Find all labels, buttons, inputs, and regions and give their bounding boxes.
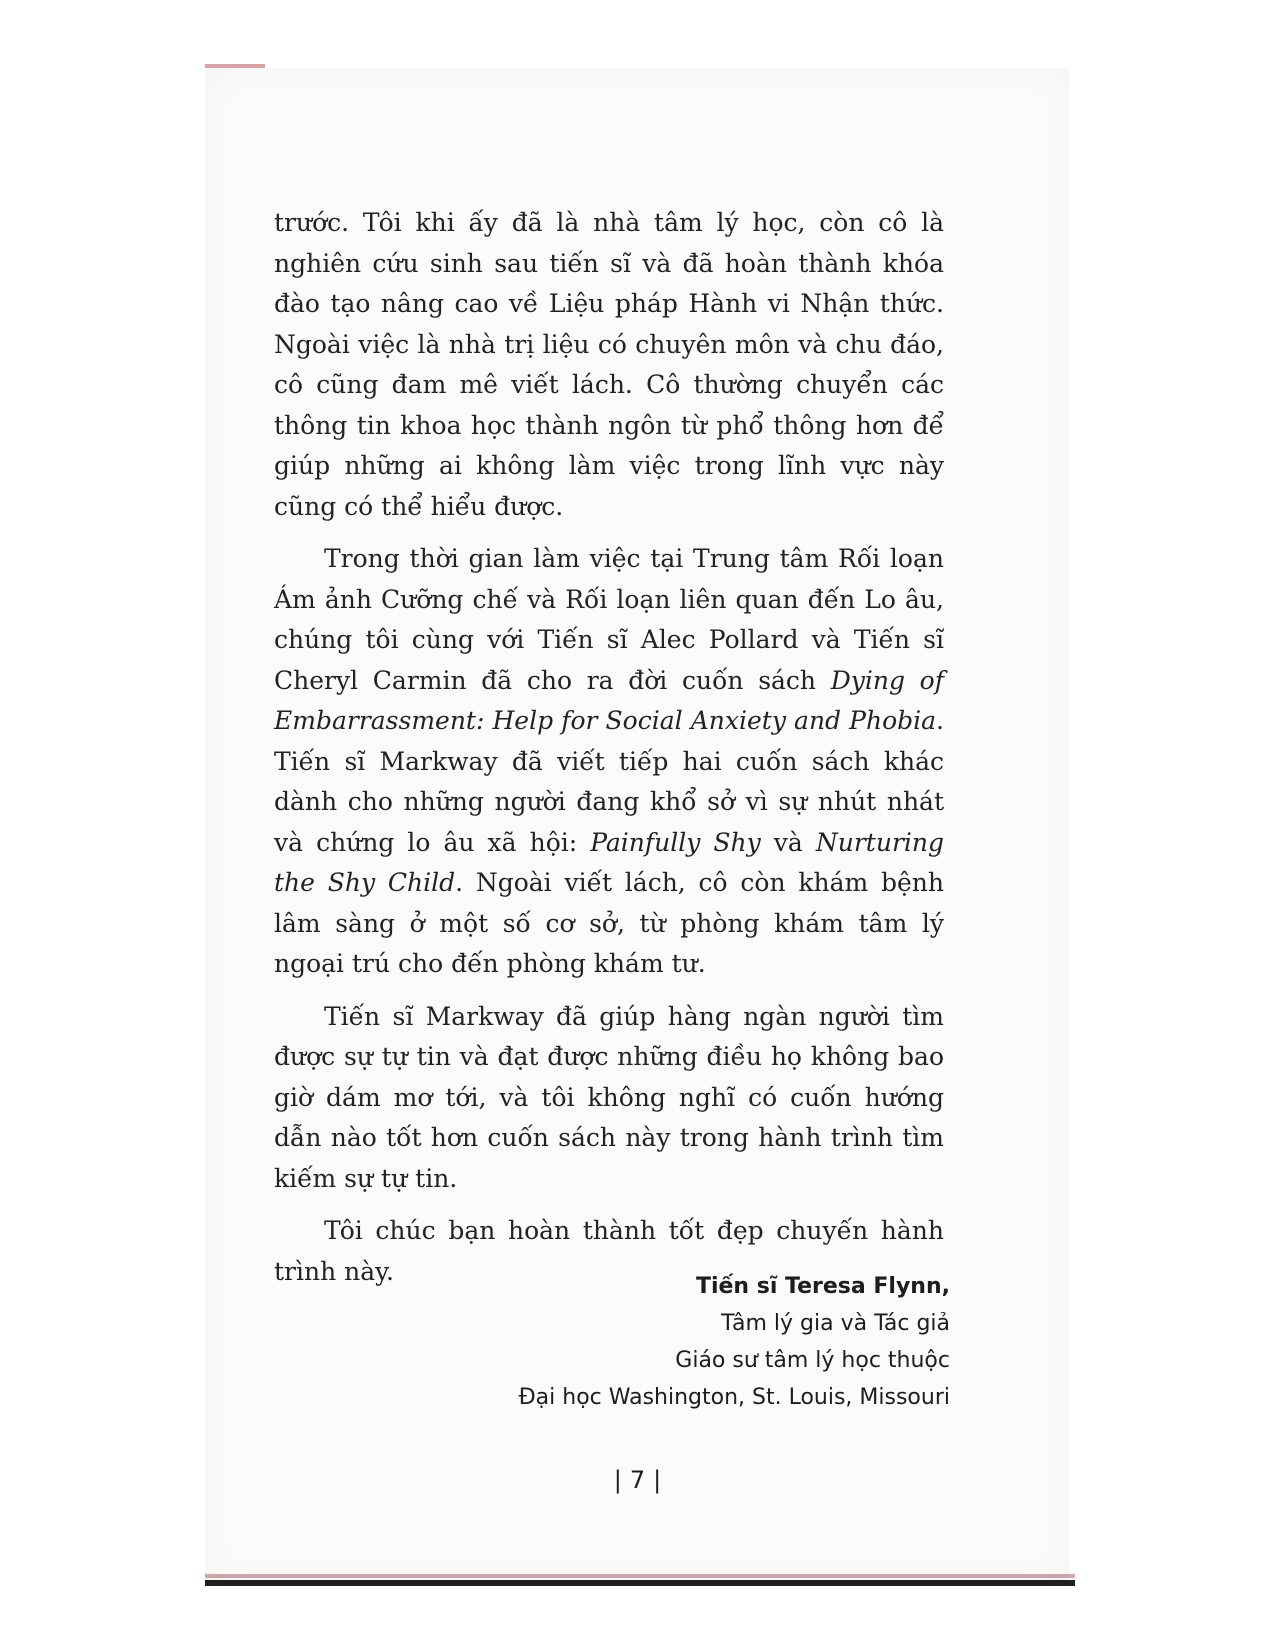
author-name: Tiến sĩ Teresa Flynn, bbox=[695, 1274, 950, 1299]
paragraph-text: . Tiến sĩ Markway đã viết tiếp hai cuốn sách khác dành cho những người đang khổ sở vì sự nhút nhát và chứng lo âu xã hội: bbox=[274, 706, 944, 857]
paragraph-text: Trong thời gian làm việc tại Trung tâm Rối loạn Ám ảnh Cưỡng chế và Rối loạn liên quan đến Lo âu, chúng tôi cùng với Tiến sĩ Alec Pollard và Tiến sĩ Cheryl Carmin đã cho ra đời cuốn sách bbox=[274, 544, 944, 695]
signature-block bbox=[519, 1268, 950, 1416]
page-edge-bottom bbox=[205, 1580, 1075, 1586]
paragraph-text: Tiến sĩ Markway đã giúp hàng ngàn người tìm được sự tự tin và đạt được những điều họ không bao giờ dám mơ tới, và tôi không nghĩ có cuốn hướng dẫn nào tốt hơn cuốn sách này trong hành trình tìm kiếm sự tự tin. bbox=[274, 1001, 944, 1193]
page-number-left-bar: | bbox=[613, 1466, 622, 1494]
author-affiliation: Đại học Washington, St. Louis, Missouri bbox=[518, 1385, 950, 1410]
book-title-text: Nurturing the Shy Child bbox=[274, 827, 944, 897]
book-title-text: Painfully Shy bbox=[590, 827, 761, 857]
book-title-text: Dying of Embarrassment: Help for Social Anxiety and Phobia bbox=[274, 665, 944, 735]
paragraph-2 bbox=[274, 539, 944, 985]
body-text bbox=[274, 203, 944, 1304]
paragraph-1 bbox=[274, 203, 944, 527]
paragraph-text: và bbox=[760, 827, 816, 857]
page-number-right-bar: | bbox=[653, 1466, 662, 1494]
paragraph-3 bbox=[274, 997, 944, 1200]
paragraph-text: . Ngoài viết lách, cô còn khám bệnh lâm sàng ở một số cơ sở, từ phòng khám tâm lý ngoại trú cho đến phòng khám tư. bbox=[274, 868, 944, 978]
page-edge-accent bbox=[205, 1574, 1075, 1578]
page-number bbox=[0, 1466, 1275, 1494]
paragraph-text: Tôi chúc bạn hoàn thành tốt đẹp chuyến hành trình này. bbox=[274, 1216, 944, 1286]
author-title: Tâm lý gia và Tác giả bbox=[721, 1311, 950, 1336]
author-position: Giáo sư tâm lý học thuộc bbox=[675, 1348, 950, 1373]
page-number-value: 7 bbox=[629, 1466, 646, 1494]
paragraph-text: trước. Tôi khi ấy đã là nhà tâm lý học, còn cô là nghiên cứu sinh sau tiến sĩ và đã hoàn thành khóa đào tạo nâng cao về Liệu pháp Hành vi Nhận thức. Ngoài việc là nhà trị liệu có chuyên môn và chu đáo, cô cũng đam mê viết lách. Cô thường chuyển các thông tin khoa học thành ngôn từ phổ thông hơn để giúp những ai không làm việc trong lĩnh vực này cũng có thể hiểu được. bbox=[274, 208, 944, 521]
